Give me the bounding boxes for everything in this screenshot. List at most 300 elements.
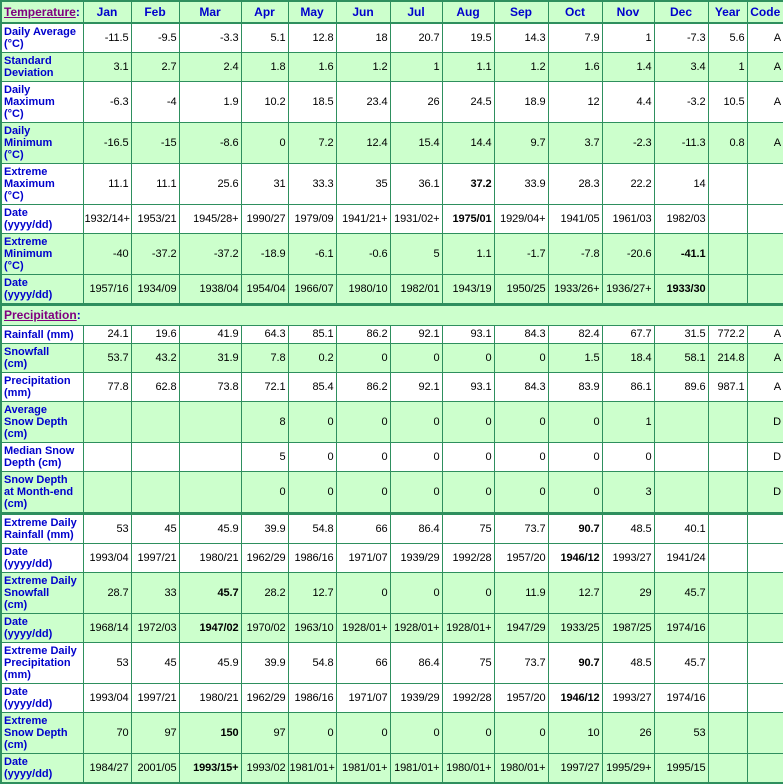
median-snow-depth-feb <box>131 443 179 472</box>
extreme-minimum-date-oct: 1933/26+ <box>548 275 602 305</box>
average-snow-depth-year <box>708 402 747 443</box>
precipitation-mm-mar: 73.8 <box>179 373 241 402</box>
daily-minimum-code: A <box>747 123 783 164</box>
extreme-maximum-jul: 36.1 <box>390 164 442 205</box>
snow-depth-month-end-jul: 0 <box>390 472 442 514</box>
standard-deviation-code: A <box>747 53 783 82</box>
extreme-daily-precipitation-aug: 75 <box>442 643 494 684</box>
daily-average-year: 5.6 <box>708 23 747 53</box>
daily-minimum-jun: 12.4 <box>336 123 390 164</box>
extreme-snow-depth-feb: 97 <box>131 713 179 754</box>
extreme-daily-rainfall-date-dec: 1941/24 <box>654 544 708 573</box>
snowfall-may: 0.2 <box>288 344 336 373</box>
standard-deviation-aug: 1.1 <box>442 53 494 82</box>
extreme-maximum-date-jul: 1931/02+ <box>390 205 442 234</box>
extreme-minimum-date-label: Date (yyyy/dd) <box>1 275 83 305</box>
average-snow-depth-may: 0 <box>288 402 336 443</box>
extreme-daily-precipitation-date-jul: 1939/29 <box>390 684 442 713</box>
extreme-maximum-date-apr: 1990/27 <box>241 205 288 234</box>
extreme-daily-rainfall-date-feb: 1997/21 <box>131 544 179 573</box>
extreme-snow-depth-date-feb: 2001/05 <box>131 754 179 784</box>
extreme-minimum-feb: -37.2 <box>131 234 179 275</box>
average-snow-depth-feb <box>131 402 179 443</box>
average-snow-depth-jan <box>83 402 131 443</box>
precipitation-mm-apr: 72.1 <box>241 373 288 402</box>
precipitation-mm-nov: 86.1 <box>602 373 654 402</box>
temperature-section-label <box>1 1 83 23</box>
standard-deviation-mar: 2.4 <box>179 53 241 82</box>
precipitation-mm-code: A <box>747 373 783 402</box>
standard-deviation-dec: 3.4 <box>654 53 708 82</box>
daily-average-may: 12.8 <box>288 23 336 53</box>
daily-average-apr: 5.1 <box>241 23 288 53</box>
snowfall-jun: 0 <box>336 344 390 373</box>
snowfall-dec: 58.1 <box>654 344 708 373</box>
extreme-daily-rainfall-date-mar: 1980/21 <box>179 544 241 573</box>
standard-deviation-oct: 1.6 <box>548 53 602 82</box>
rainfall-may: 85.1 <box>288 326 336 344</box>
daily-average-feb: -9.5 <box>131 23 179 53</box>
extreme-daily-rainfall-jan: 53 <box>83 514 131 544</box>
extreme-maximum-aug: 37.2 <box>442 164 494 205</box>
extreme-daily-precipitation-date-sep: 1957/20 <box>494 684 548 713</box>
extreme-daily-precipitation-date-may: 1986/16 <box>288 684 336 713</box>
median-snow-depth-sep: 0 <box>494 443 548 472</box>
rainfall-jul: 92.1 <box>390 326 442 344</box>
extreme-daily-precipitation-may: 54.8 <box>288 643 336 684</box>
snow-depth-month-end-code: D <box>747 472 783 514</box>
snowfall-feb: 43.2 <box>131 344 179 373</box>
extreme-daily-snowfall-apr: 28.2 <box>241 573 288 614</box>
daily-average-sep: 14.3 <box>494 23 548 53</box>
snow-depth-month-end-nov: 3 <box>602 472 654 514</box>
extreme-daily-rainfall-nov: 48.5 <box>602 514 654 544</box>
extreme-minimum-sep: -1.7 <box>494 234 548 275</box>
extreme-minimum-nov: -20.6 <box>602 234 654 275</box>
median-snow-depth-apr: 5 <box>241 443 288 472</box>
extreme-daily-precipitation-sep: 73.7 <box>494 643 548 684</box>
extreme-snow-depth-may: 0 <box>288 713 336 754</box>
extreme-daily-precipitation-date-mar: 1980/21 <box>179 684 241 713</box>
extreme-daily-rainfall-date-nov: 1993/27 <box>602 544 654 573</box>
daily-maximum-nov: 4.4 <box>602 82 654 123</box>
extreme-snow-depth-date-code <box>747 754 783 784</box>
median-snow-depth-dec <box>654 443 708 472</box>
extreme-minimum-may: -6.1 <box>288 234 336 275</box>
daily-maximum-jul: 26 <box>390 82 442 123</box>
extreme-minimum-dec: -41.1 <box>654 234 708 275</box>
precipitation-mm-oct: 83.9 <box>548 373 602 402</box>
snowfall-oct: 1.5 <box>548 344 602 373</box>
daily-maximum-apr: 10.2 <box>241 82 288 123</box>
extreme-maximum-date-sep: 1929/04+ <box>494 205 548 234</box>
snowfall-year: 214.8 <box>708 344 747 373</box>
extreme-minimum-jan: -40 <box>83 234 131 275</box>
extreme-minimum-date-jan: 1957/16 <box>83 275 131 305</box>
daily-average-oct: 7.9 <box>548 23 602 53</box>
standard-deviation-nov: 1.4 <box>602 53 654 82</box>
extreme-daily-rainfall-date-sep: 1957/20 <box>494 544 548 573</box>
extreme-snow-depth-date-jan: 1984/27 <box>83 754 131 784</box>
extreme-daily-rainfall-date-jan: 1993/04 <box>83 544 131 573</box>
column-header-may: May <box>288 1 336 23</box>
extreme-daily-snowfall-oct: 12.7 <box>548 573 602 614</box>
average-snow-depth-jun: 0 <box>336 402 390 443</box>
extreme-daily-snowfall-may: 12.7 <box>288 573 336 614</box>
extreme-maximum-date-may: 1979/09 <box>288 205 336 234</box>
rainfall-dec: 31.5 <box>654 326 708 344</box>
extreme-snow-depth-date-apr: 1993/02 <box>241 754 288 784</box>
rainfall-nov: 67.7 <box>602 326 654 344</box>
rainfall-jan: 24.1 <box>83 326 131 344</box>
median-snow-depth-may: 0 <box>288 443 336 472</box>
median-snow-depth-jul: 0 <box>390 443 442 472</box>
daily-maximum-sep: 18.9 <box>494 82 548 123</box>
extreme-snow-depth-date-aug: 1980/01+ <box>442 754 494 784</box>
extreme-maximum-jan: 11.1 <box>83 164 131 205</box>
daily-maximum-code: A <box>747 82 783 123</box>
column-header-jul: Jul <box>390 1 442 23</box>
extreme-daily-rainfall-dec: 40.1 <box>654 514 708 544</box>
column-header-feb: Feb <box>131 1 179 23</box>
daily-maximum-feb: -4 <box>131 82 179 123</box>
extreme-maximum-code <box>747 164 783 205</box>
daily-average-dec: -7.3 <box>654 23 708 53</box>
precipitation-section-label <box>1 305 783 326</box>
extreme-daily-precipitation-date-dec: 1974/16 <box>654 684 708 713</box>
extreme-daily-precipitation-date-oct: 1946/12 <box>548 684 602 713</box>
daily-maximum-oct: 12 <box>548 82 602 123</box>
extreme-daily-precipitation-jun: 66 <box>336 643 390 684</box>
snowfall-jan: 53.7 <box>83 344 131 373</box>
extreme-snow-depth-jun: 0 <box>336 713 390 754</box>
column-header-jan: Jan <box>83 1 131 23</box>
rainfall-mar: 41.9 <box>179 326 241 344</box>
snowfall-jul: 0 <box>390 344 442 373</box>
extreme-daily-rainfall-label: Extreme Daily Rainfall (mm) <box>1 514 83 544</box>
average-snow-depth-aug: 0 <box>442 402 494 443</box>
extreme-daily-rainfall-jun: 66 <box>336 514 390 544</box>
extreme-daily-precipitation-mar: 45.9 <box>179 643 241 684</box>
precipitation-mm-jan: 77.8 <box>83 373 131 402</box>
extreme-daily-rainfall-sep: 73.7 <box>494 514 548 544</box>
daily-minimum-mar: -8.6 <box>179 123 241 164</box>
extreme-minimum-date-dec: 1933/30 <box>654 275 708 305</box>
extreme-maximum-date-feb: 1953/21 <box>131 205 179 234</box>
daily-maximum-may: 18.5 <box>288 82 336 123</box>
extreme-maximum-may: 33.3 <box>288 164 336 205</box>
snowfall-mar: 31.9 <box>179 344 241 373</box>
rainfall-apr: 64.3 <box>241 326 288 344</box>
extreme-daily-snowfall-jan: 28.7 <box>83 573 131 614</box>
extreme-daily-snowfall-date-label: Date (yyyy/dd) <box>1 614 83 643</box>
median-snow-depth-code: D <box>747 443 783 472</box>
daily-minimum-aug: 14.4 <box>442 123 494 164</box>
extreme-daily-snowfall-feb: 33 <box>131 573 179 614</box>
column-header-nov: Nov <box>602 1 654 23</box>
extreme-daily-rainfall-oct: 90.7 <box>548 514 602 544</box>
extreme-minimum-label: Extreme Minimum (°C) <box>1 234 83 275</box>
extreme-daily-rainfall-year <box>708 514 747 544</box>
extreme-snow-depth-oct: 10 <box>548 713 602 754</box>
snow-depth-month-end-jan <box>83 472 131 514</box>
extreme-daily-rainfall-date-apr: 1962/29 <box>241 544 288 573</box>
extreme-maximum-label: Extreme Maximum (°C) <box>1 164 83 205</box>
snow-depth-month-end-sep: 0 <box>494 472 548 514</box>
extreme-daily-precipitation-nov: 48.5 <box>602 643 654 684</box>
extreme-daily-snowfall-date-oct: 1933/25 <box>548 614 602 643</box>
daily-maximum-label: Daily Maximum (°C) <box>1 82 83 123</box>
column-header-dec: Dec <box>654 1 708 23</box>
extreme-daily-precipitation-label: Extreme Daily Precipitation (mm) <box>1 643 83 684</box>
average-snow-depth-dec <box>654 402 708 443</box>
extreme-daily-rainfall-mar: 45.9 <box>179 514 241 544</box>
extreme-daily-precipitation-year <box>708 643 747 684</box>
daily-minimum-apr: 0 <box>241 123 288 164</box>
daily-minimum-jan: -16.5 <box>83 123 131 164</box>
extreme-minimum-date-apr: 1954/04 <box>241 275 288 305</box>
extreme-snow-depth-jan: 70 <box>83 713 131 754</box>
snow-depth-month-end-label: Snow Depth at Month-end (cm) <box>1 472 83 514</box>
extreme-maximum-date-label: Date (yyyy/dd) <box>1 205 83 234</box>
extreme-minimum-aug: 1.1 <box>442 234 494 275</box>
extreme-daily-rainfall-date-year <box>708 544 747 573</box>
extreme-snow-depth-code <box>747 713 783 754</box>
daily-minimum-may: 7.2 <box>288 123 336 164</box>
daily-minimum-jul: 15.4 <box>390 123 442 164</box>
extreme-minimum-jul: 5 <box>390 234 442 275</box>
extreme-snow-depth-date-jun: 1981/01+ <box>336 754 390 784</box>
extreme-daily-rainfall-date-jul: 1939/29 <box>390 544 442 573</box>
column-header-apr: Apr <box>241 1 288 23</box>
extreme-daily-precipitation-date-year <box>708 684 747 713</box>
daily-minimum-feb: -15 <box>131 123 179 164</box>
extreme-daily-rainfall-jul: 86.4 <box>390 514 442 544</box>
column-header-jun: Jun <box>336 1 390 23</box>
rainfall-sep: 84.3 <box>494 326 548 344</box>
extreme-minimum-apr: -18.9 <box>241 234 288 275</box>
average-snow-depth-label: Average Snow Depth (cm) <box>1 402 83 443</box>
snow-depth-month-end-year <box>708 472 747 514</box>
daily-minimum-dec: -11.3 <box>654 123 708 164</box>
extreme-daily-rainfall-aug: 75 <box>442 514 494 544</box>
extreme-daily-precipitation-date-apr: 1962/29 <box>241 684 288 713</box>
extreme-daily-snowfall-date-nov: 1987/25 <box>602 614 654 643</box>
column-header-code: Code <box>747 1 783 23</box>
snow-depth-month-end-oct: 0 <box>548 472 602 514</box>
extreme-maximum-oct: 28.3 <box>548 164 602 205</box>
extreme-daily-precipitation-date-nov: 1993/27 <box>602 684 654 713</box>
rainfall-jun: 86.2 <box>336 326 390 344</box>
precipitation-mm-aug: 93.1 <box>442 373 494 402</box>
snow-depth-month-end-jun: 0 <box>336 472 390 514</box>
snowfall-aug: 0 <box>442 344 494 373</box>
snow-depth-month-end-aug: 0 <box>442 472 494 514</box>
extreme-daily-snowfall-date-dec: 1974/16 <box>654 614 708 643</box>
extreme-minimum-code <box>747 234 783 275</box>
extreme-daily-rainfall-date-code <box>747 544 783 573</box>
extreme-daily-precipitation-code <box>747 643 783 684</box>
extreme-minimum-date-nov: 1936/27+ <box>602 275 654 305</box>
standard-deviation-jun: 1.2 <box>336 53 390 82</box>
extreme-maximum-date-dec: 1982/03 <box>654 205 708 234</box>
daily-minimum-sep: 9.7 <box>494 123 548 164</box>
median-snow-depth-jan <box>83 443 131 472</box>
extreme-daily-rainfall-feb: 45 <box>131 514 179 544</box>
extreme-maximum-date-jan: 1932/14+ <box>83 205 131 234</box>
snow-depth-month-end-apr: 0 <box>241 472 288 514</box>
daily-average-nov: 1 <box>602 23 654 53</box>
extreme-daily-precipitation-apr: 39.9 <box>241 643 288 684</box>
extreme-daily-snowfall-nov: 29 <box>602 573 654 614</box>
snow-depth-month-end-mar <box>179 472 241 514</box>
column-header-aug: Aug <box>442 1 494 23</box>
extreme-snow-depth-apr: 97 <box>241 713 288 754</box>
extreme-daily-precipitation-date-aug: 1992/28 <box>442 684 494 713</box>
extreme-maximum-mar: 25.6 <box>179 164 241 205</box>
standard-deviation-feb: 2.7 <box>131 53 179 82</box>
extreme-snow-depth-date-year <box>708 754 747 784</box>
column-header-year: Year <box>708 1 747 23</box>
median-snow-depth-nov: 0 <box>602 443 654 472</box>
median-snow-depth-aug: 0 <box>442 443 494 472</box>
extreme-minimum-year <box>708 234 747 275</box>
extreme-minimum-date-feb: 1934/09 <box>131 275 179 305</box>
extreme-snow-depth-mar: 150 <box>179 713 241 754</box>
extreme-daily-snowfall-date-may: 1963/10 <box>288 614 336 643</box>
extreme-daily-snowfall-jun: 0 <box>336 573 390 614</box>
extreme-maximum-date-mar: 1945/28+ <box>179 205 241 234</box>
extreme-maximum-year <box>708 164 747 205</box>
extreme-daily-snowfall-dec: 45.7 <box>654 573 708 614</box>
extreme-minimum-oct: -7.8 <box>548 234 602 275</box>
precipitation-mm-label: Precipitation (mm) <box>1 373 83 402</box>
extreme-daily-precipitation-date-feb: 1997/21 <box>131 684 179 713</box>
snowfall-apr: 7.8 <box>241 344 288 373</box>
precipitation-mm-may: 85.4 <box>288 373 336 402</box>
median-snow-depth-oct: 0 <box>548 443 602 472</box>
median-snow-depth-mar <box>179 443 241 472</box>
extreme-daily-snowfall-mar: 45.7 <box>179 573 241 614</box>
extreme-daily-precipitation-dec: 45.7 <box>654 643 708 684</box>
extreme-minimum-date-jun: 1980/10 <box>336 275 390 305</box>
extreme-daily-snowfall-date-apr: 1970/02 <box>241 614 288 643</box>
snowfall-code: A <box>747 344 783 373</box>
extreme-minimum-date-may: 1966/07 <box>288 275 336 305</box>
extreme-maximum-sep: 33.9 <box>494 164 548 205</box>
extreme-maximum-date-code <box>747 205 783 234</box>
rainfall-oct: 82.4 <box>548 326 602 344</box>
daily-average-label: Daily Average (°C) <box>1 23 83 53</box>
extreme-daily-precipitation-date-label: Date (yyyy/dd) <box>1 684 83 713</box>
extreme-snow-depth-label: Extreme Snow Depth (cm) <box>1 713 83 754</box>
extreme-daily-snowfall-jul: 0 <box>390 573 442 614</box>
median-snow-depth-label: Median Snow Depth (cm) <box>1 443 83 472</box>
precipitation-mm-jul: 92.1 <box>390 373 442 402</box>
extreme-daily-rainfall-code <box>747 514 783 544</box>
precipitation-mm-jun: 86.2 <box>336 373 390 402</box>
extreme-maximum-nov: 22.2 <box>602 164 654 205</box>
extreme-daily-rainfall-date-may: 1986/16 <box>288 544 336 573</box>
rainfall-label: Rainfall (mm) <box>1 326 83 344</box>
extreme-minimum-mar: -37.2 <box>179 234 241 275</box>
extreme-daily-snowfall-date-jul: 1928/01+ <box>390 614 442 643</box>
extreme-maximum-date-jun: 1941/21+ <box>336 205 390 234</box>
extreme-daily-rainfall-date-jun: 1971/07 <box>336 544 390 573</box>
extreme-snow-depth-jul: 0 <box>390 713 442 754</box>
extreme-snow-depth-nov: 26 <box>602 713 654 754</box>
snow-depth-month-end-may: 0 <box>288 472 336 514</box>
snowfall-label: Snowfall (cm) <box>1 344 83 373</box>
extreme-daily-snowfall-aug: 0 <box>442 573 494 614</box>
temperature-section-link[interactable]: Temperature <box>4 4 76 19</box>
daily-maximum-dec: -3.2 <box>654 82 708 123</box>
snowfall-nov: 18.4 <box>602 344 654 373</box>
daily-maximum-aug: 24.5 <box>442 82 494 123</box>
extreme-daily-snowfall-sep: 11.9 <box>494 573 548 614</box>
rainfall-feb: 19.6 <box>131 326 179 344</box>
daily-average-code: A <box>747 23 783 53</box>
extreme-snow-depth-date-dec: 1995/15 <box>654 754 708 784</box>
extreme-daily-snowfall-date-aug: 1928/01+ <box>442 614 494 643</box>
extreme-daily-precipitation-feb: 45 <box>131 643 179 684</box>
extreme-daily-snowfall-year <box>708 573 747 614</box>
extreme-minimum-date-mar: 1938/04 <box>179 275 241 305</box>
extreme-daily-snowfall-code <box>747 573 783 614</box>
extreme-maximum-jun: 35 <box>336 164 390 205</box>
extreme-daily-snowfall-date-jan: 1968/14 <box>83 614 131 643</box>
extreme-daily-rainfall-date-oct: 1946/12 <box>548 544 602 573</box>
standard-deviation-jan: 3.1 <box>83 53 131 82</box>
daily-average-mar: -3.3 <box>179 23 241 53</box>
daily-minimum-year: 0.8 <box>708 123 747 164</box>
daily-average-jun: 18 <box>336 23 390 53</box>
daily-maximum-jun: 23.4 <box>336 82 390 123</box>
precipitation-section-link[interactable]: Precipitation <box>4 308 77 322</box>
snow-depth-month-end-feb <box>131 472 179 514</box>
average-snow-depth-apr: 8 <box>241 402 288 443</box>
average-snow-depth-nov: 1 <box>602 402 654 443</box>
daily-minimum-label: Daily Minimum (°C) <box>1 123 83 164</box>
precipitation-mm-year: 987.1 <box>708 373 747 402</box>
standard-deviation-jul: 1 <box>390 53 442 82</box>
extreme-snow-depth-aug: 0 <box>442 713 494 754</box>
rainfall-year: 772.2 <box>708 326 747 344</box>
extreme-daily-precipitation-date-jun: 1971/07 <box>336 684 390 713</box>
section-colon: : <box>76 308 81 322</box>
daily-average-aug: 19.5 <box>442 23 494 53</box>
extreme-maximum-apr: 31 <box>241 164 288 205</box>
extreme-maximum-dec: 14 <box>654 164 708 205</box>
daily-minimum-oct: 3.7 <box>548 123 602 164</box>
extreme-minimum-date-aug: 1943/19 <box>442 275 494 305</box>
extreme-daily-rainfall-date-label: Date (yyyy/dd) <box>1 544 83 573</box>
daily-maximum-mar: 1.9 <box>179 82 241 123</box>
extreme-daily-snowfall-date-mar: 1947/02 <box>179 614 241 643</box>
extreme-snow-depth-date-label: Date (yyyy/dd) <box>1 754 83 784</box>
extreme-maximum-date-oct: 1941/05 <box>548 205 602 234</box>
extreme-daily-snowfall-date-code <box>747 614 783 643</box>
extreme-daily-precipitation-date-jan: 1993/04 <box>83 684 131 713</box>
extreme-daily-precipitation-jul: 86.4 <box>390 643 442 684</box>
precipitation-mm-sep: 84.3 <box>494 373 548 402</box>
daily-maximum-year: 10.5 <box>708 82 747 123</box>
section-colon: : <box>75 4 80 19</box>
extreme-daily-rainfall-date-aug: 1992/28 <box>442 544 494 573</box>
extreme-minimum-date-code <box>747 275 783 305</box>
rainfall-aug: 93.1 <box>442 326 494 344</box>
median-snow-depth-year <box>708 443 747 472</box>
